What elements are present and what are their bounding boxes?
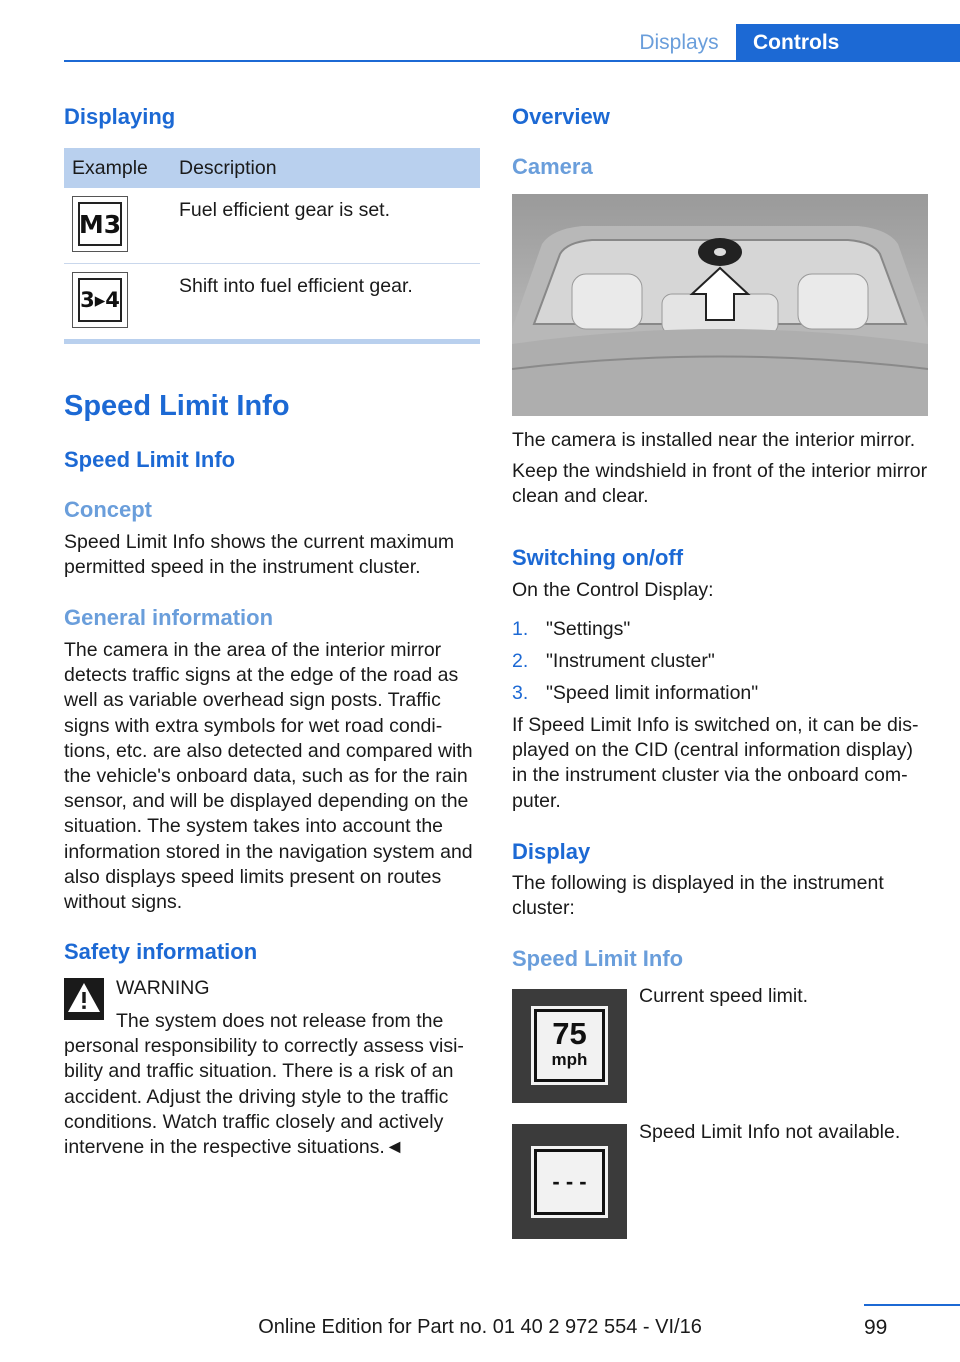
sli-heading: Speed Limit Info — [512, 946, 684, 971]
warning-text: The system does not release from the personal responsibility to correctly assess visibility and traffic situation. There is a risk of an accident. Adjust the driving style to the traffic conditions. Watch traffic closely and actively intervene in the respective situations.◄ — [64, 1010, 464, 1159]
step-text: "Settings" — [546, 618, 631, 640]
concept-text: Speed Limit Info shows the current maximum permitted speed in the instrument cluster. — [64, 531, 455, 579]
step-text: "Instrument cluster" — [546, 650, 715, 672]
sign-current-text: Current speed limit. — [639, 985, 809, 1007]
switch-steps — [512, 617, 932, 713]
page-title: Speed Limit Info — [64, 390, 290, 422]
displaying-heading: Displaying — [64, 104, 176, 129]
section-subtitle: Speed Limit Info — [64, 447, 236, 472]
tab-displays[interactable]: Displays — [639, 31, 719, 54]
safety-heading: Safety information — [64, 939, 258, 964]
display-heading: Display — [512, 839, 591, 864]
page-number: 99 — [864, 1316, 888, 1339]
overview-heading: Overview — [512, 104, 610, 129]
display-text: The following is displayed in the instrument cluster: — [512, 872, 884, 920]
header-divider — [64, 60, 960, 62]
speed-sign-75-image — [512, 989, 627, 1103]
speed-sign-face — [534, 1009, 605, 1082]
camera-caption-1: The camera is installed near the interior mirror. — [512, 429, 916, 451]
camera-location-image — [512, 194, 928, 416]
step-number: 1. — [512, 618, 529, 640]
sign-na-text: Speed Limit Info not available. — [639, 1121, 901, 1143]
gear-m3-glyph: M3 — [78, 202, 122, 246]
edition-footer: Online Edition for Part no. 01 40 2 972 554 - VI/16 — [258, 1316, 702, 1338]
shift-3-to-4-icon — [72, 272, 128, 328]
shift-glyph: 3▸4 — [78, 278, 122, 322]
speed-value: 75 — [552, 1016, 587, 1051]
col-example: Example — [72, 157, 148, 179]
tab-controls[interactable]: Controls — [736, 24, 960, 62]
warning-label: WARNING — [116, 977, 210, 999]
speed-unit: mph — [551, 1050, 588, 1069]
speed-sign-unavailable-image — [512, 1124, 627, 1239]
table-row — [64, 188, 480, 264]
gear-m3-icon — [72, 196, 128, 252]
step-number: 3. — [512, 682, 529, 704]
footer-divider — [864, 1304, 960, 1306]
switch-intro: On the Control Display: — [512, 579, 714, 601]
camera-heading: Camera — [512, 154, 593, 179]
row-description: Fuel efficient gear is set. — [179, 199, 390, 221]
list-item — [512, 617, 932, 649]
general-heading: General information — [64, 605, 274, 630]
list-item — [512, 649, 932, 681]
col-description: Description — [179, 157, 277, 179]
camera-caption-2: Keep the windshield in front of the interior mirror clean and clear. — [512, 460, 928, 508]
table-row — [64, 264, 480, 339]
switch-heading: Switching on/off — [512, 545, 684, 570]
step-number: 2. — [512, 650, 529, 672]
switch-after-text: If Speed Limit Info is switched on, it can be displayed on the CID (central information display) in the instrument cluster via the onboard computer. — [512, 714, 919, 812]
concept-heading: Concept — [64, 497, 152, 522]
list-item — [512, 681, 932, 713]
general-text: The camera in the area of the interior mirror detects traffic signs at the edge of the road as well as variable overhead sign posts. Traffic signs with extra symbols for wet road conditions, etc. are also detected and compared with the vehicle's onboard data, such as for the rain sensor, and will be displayed depending on the situation. The system takes into account the information stored in the navigation system and also displays speed limits present on routes without signs. — [64, 639, 473, 914]
row-description: Shift into fuel efficient gear. — [179, 275, 413, 297]
step-text: "Speed limit information" — [546, 682, 759, 704]
speed-sign-face — [534, 1149, 605, 1215]
unavailable-symbol: - - - — [552, 1169, 587, 1194]
table-header — [64, 148, 480, 188]
table-end-bar — [64, 339, 480, 344]
